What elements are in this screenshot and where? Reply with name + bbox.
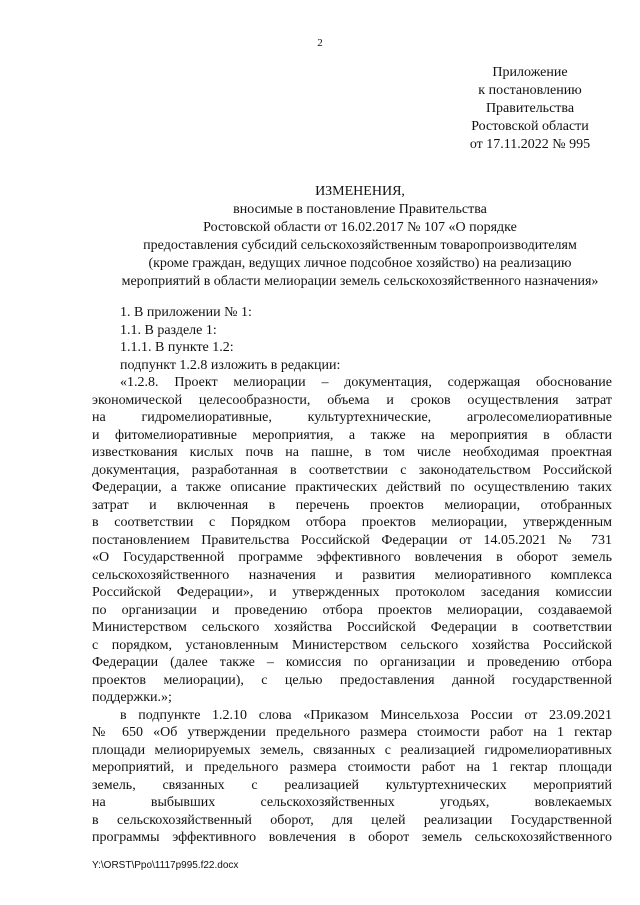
- text-line: № 650 «Об утверждении предельного размера стоимости работ на 1 гектар: [92, 725, 612, 740]
- text-line: по организации и проведению отбора проектов мелиорации, создаваемой: [92, 602, 612, 618]
- text-line: поддержки.»;: [92, 690, 172, 705]
- item-line: 1.1. В разделе 1:: [120, 322, 217, 338]
- text-line: сельскохозяйственного назначения и развития мелиоративного комплекса: [92, 567, 612, 583]
- appendix-line: Приложение: [492, 65, 568, 80]
- appendix-line: от 17.11.2022 № 995: [469, 137, 591, 152]
- item-line: 1.1.1. В пункте 1.2:: [120, 340, 234, 355]
- text-line: Федерации (далее также – комиссия по организации и проведению отбора: [92, 655, 612, 670]
- text-line: проектов мелиорации), с целью предоставления данной государственной: [92, 672, 612, 688]
- text-line: в подпункте 1.2.10 слова «Приказом Минсельхоза России от 23.09.2021: [120, 707, 612, 723]
- text-line: экономической целесообразности, объема и сроков осуществления затрат: [92, 392, 612, 408]
- text-line: Министерством сельского хозяйства Российской Федерации в соответствии: [92, 620, 612, 635]
- paragraph-2: [92, 707, 612, 847]
- title-line: (кроме граждан, ведущих личное подсобное хозяйство) на реализацию: [148, 256, 572, 271]
- appendix-line: Ростовской области: [471, 119, 589, 134]
- item-line: 1. В приложении № 1:: [120, 305, 252, 320]
- text-line: «1.2.8. Проект мелиорации – документация, содержащая обоснование: [120, 375, 612, 390]
- page-number: 2: [317, 37, 323, 49]
- title-heading: ИЗМЕНЕНИЯ,: [315, 184, 405, 199]
- item-line: подпункт 1.2.8 изложить в редакции:: [120, 357, 341, 373]
- text-line: в сельскохозяйственный оборот, для целей реализации Государственной: [92, 812, 612, 828]
- text-line: постановлением Правительства Российской Федерации от 14.05.2021 № 731: [92, 532, 612, 548]
- text-line: и фитомелиоративные мероприятия, а также на мероприятия в области: [92, 427, 612, 443]
- appendix-block: [430, 64, 630, 154]
- text-line: программы эффективного вовлечения в оборот земель сельскохозяйственного: [92, 830, 612, 845]
- text-line: земель, связанных с реализацией культуртехнических мероприятий: [92, 777, 612, 793]
- document-body: [92, 304, 612, 847]
- text-line: «О Государственной программе эффективного вовлечения в оборот земель: [92, 550, 612, 565]
- title-line: Ростовской области от 16.02.2017 № 107 «О порядке: [203, 220, 517, 235]
- text-line: в соответствии с Порядком отбора проектов мелиорации, утвержденным: [92, 515, 612, 530]
- text-line: площади мелиорируемых земель, связанных с реализацией гидромелиоративных: [92, 742, 612, 758]
- text-line: затрат и включенная в перечень проектов мелиорации, отобранных: [92, 497, 612, 513]
- title-line: предоставления субсидий сельскохозяйственным товаропроизводителям: [143, 238, 577, 253]
- title-line: вносимые в постановление Правительства: [233, 202, 487, 217]
- text-line: известкования кислых почв на пашне, в том числе необходимая проектная: [92, 445, 612, 460]
- paragraph-1: [92, 374, 612, 707]
- document-title: [100, 183, 620, 291]
- text-line: на гидромелиоративные, культуртехнические, агролесомелиоративные: [92, 410, 612, 425]
- text-line: документация, разработанная в соответствии с законодательством Российской: [92, 462, 612, 478]
- text-line: Федерации, а также описание практических действий по осуществлению таких: [92, 480, 612, 495]
- text-line: Российской Федерации», и утвержденных протоколом заседания комиссии: [92, 585, 612, 600]
- appendix-line: к постановлению: [478, 83, 582, 98]
- text-line: мероприятий, и предельного размера стоимости работ на 1 гектар площади: [92, 760, 612, 775]
- appendix-line: Правительства: [485, 101, 575, 116]
- file-path-footer: Y:\ORST\Ppo\1117p995.f22.docx: [92, 860, 239, 871]
- text-line: на выбывших сельскохозяйственных угодьях, вовлекаемых: [92, 795, 612, 810]
- text-line: с порядком, установленным Министерством сельского хозяйства Российской: [92, 637, 612, 653]
- title-line: мероприятий в области мелиорации земель сельскохозяйственного назначения»: [121, 274, 599, 289]
